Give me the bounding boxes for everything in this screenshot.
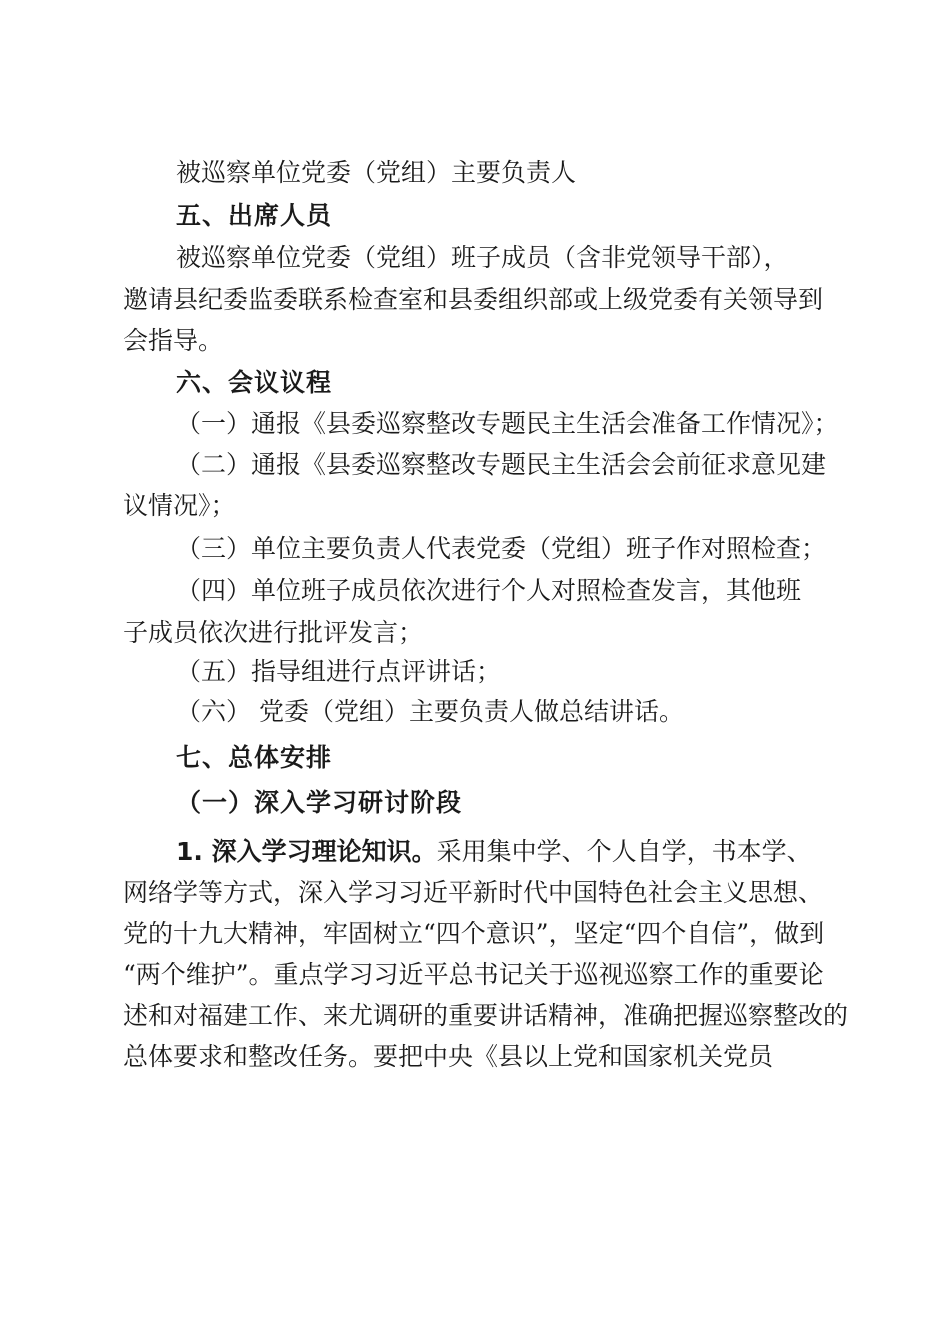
- agenda-item: （二）通报《县委巡察整改专题民主生活会会前征求意见建: [176, 450, 827, 479]
- section-heading-agenda: 六、会议议程: [176, 368, 333, 397]
- subsection-heading-study-phase: （一）深入学习研讨阶段: [176, 788, 463, 817]
- paragraph-line: 网络学等方式，深入学习习近平新时代中国特色社会主义思想、: [123, 878, 824, 907]
- paragraph-line: 被巡察单位党委（党组）主要负责人: [176, 158, 577, 187]
- agenda-item-continued: 子成员依次进行批评发言；: [123, 618, 424, 647]
- paragraph-line: 会指导。: [123, 326, 224, 355]
- agenda-item-continued: 议情况》；: [123, 491, 236, 520]
- paragraph-line: 述和对福建工作、来尤调研的重要讲话精神，准确把握巡察整改的: [123, 1001, 849, 1030]
- item-text: 采用集中学、个人自学，书本学、: [436, 837, 812, 866]
- agenda-item: （六） 党委（党组）主要负责人做总结讲话。: [176, 697, 684, 726]
- agenda-item: （四）单位班子成员依次进行个人对照检查发言，其他班: [176, 576, 802, 605]
- section-heading-overall-arrangement: 七、总体安排: [176, 743, 333, 772]
- agenda-item: （一）通报《县委巡察整改专题民主生活会准备工作情况》；: [176, 409, 839, 438]
- section-heading-attendees: 五、出席人员: [176, 201, 333, 230]
- agenda-item: （五）指导组进行点评讲话；: [176, 657, 502, 686]
- paragraph-line: 总体要求和整改任务。要把中央《县以上党和国家机关党员: [123, 1042, 774, 1071]
- paragraph-line: “两个维护”。重点学习习近平总书记关于巡视巡察工作的重要论: [123, 960, 824, 989]
- paragraph-line: 党的十九大精神，牢固树立“四个意识”，坚定“四个自信”，做到: [123, 919, 825, 948]
- paragraph-line: 邀请县纪委监委联系检查室和县委组织部或上级党委有关领导到: [123, 285, 824, 314]
- agenda-item: （三）单位主要负责人代表党委（党组）班子作对照检查；: [176, 534, 827, 563]
- item-lead-title: 1. 深入学习理论知识。: [176, 837, 437, 866]
- paragraph-line-item1: [176, 839, 812, 864]
- paragraph-line: 被巡察单位党委（党组）班子成员（含非党领导干部），: [176, 243, 789, 272]
